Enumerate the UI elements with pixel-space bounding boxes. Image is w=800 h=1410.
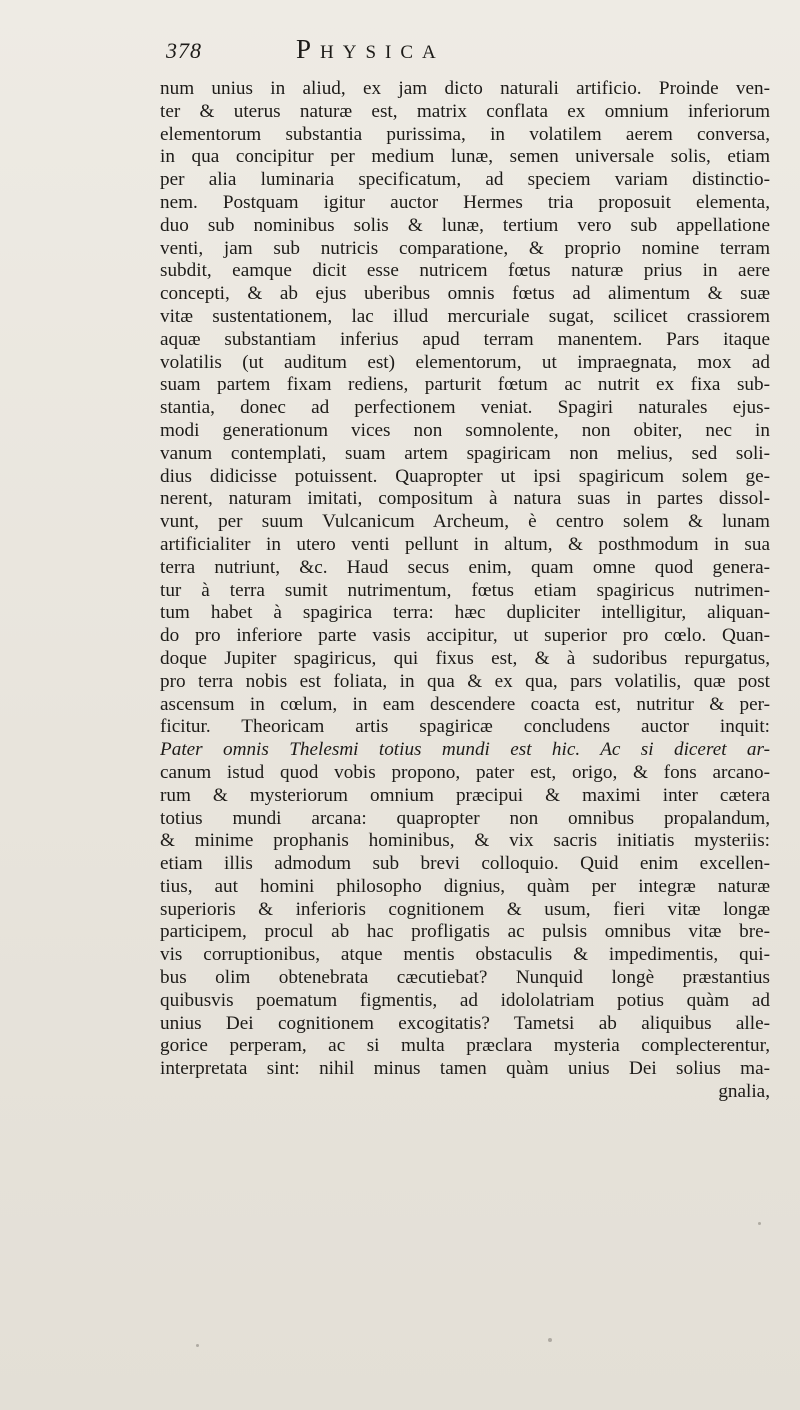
text-line: superioris & inferioris cognitionem & usum, fieri vitæ longæ <box>160 898 770 920</box>
text-line: vunt, per suum Vulcanicum Archeum, è centro solem & lunam <box>160 511 770 533</box>
text-line: nem. Postquam igitur auctor Hermes tria proposuit elementa, <box>160 191 770 213</box>
page-header <box>150 34 670 64</box>
text-line: artificialiter in utero venti pellunt in altum, & posthmodum in sua <box>160 533 770 555</box>
page-number: 378 <box>166 38 202 63</box>
text-line: pro terra nobis est foliata, in qua & ex qua, pars volatilis, quæ post <box>160 670 770 692</box>
text-line: doque Jupiter spagiricus, qui fixus est, & à sudoribus repurgatus, <box>160 647 770 669</box>
text-line: stantia, donec ad perfectionem veniat. Spagiri naturales ejus- <box>160 397 770 419</box>
text-line: canum istud quod vobis propono, pater est, origo, & fons arcano- <box>160 761 770 783</box>
text-line: suam partem fixam rediens, parturit fœtum ac nutrit ex fixa sub- <box>160 374 770 396</box>
text-line: nerent, naturam imitati, compositum à natura suas in partes dissol- <box>160 488 770 510</box>
text-line: tur à terra sumit nutrimentum, fœtus etiam spagiricus nutrimen- <box>160 579 770 601</box>
text-line: do pro inferiore parte vasis accipitur, ut superior pro cœlo. Quan- <box>160 625 770 647</box>
text-line: per alia luminaria specificatum, ad speciem variam distinctio- <box>160 169 770 191</box>
text-line: vanum contemplati, suam artem spagiricam non melius, sed soli- <box>160 442 770 464</box>
text-line: subdit, eamque dicit esse nutricem fœtus naturæ prius in aere <box>160 260 770 282</box>
text-line: ficitur. Theoricam artis spagiricæ concludens auctor inquit: <box>160 716 770 738</box>
ink-speck <box>196 1344 199 1347</box>
text-line: tum habet à spagirica terra: hæc dupliciter intelligitur, aliquan- <box>160 602 770 624</box>
ink-speck <box>548 1338 552 1342</box>
text-line: & minime prophanis hominibus, & vix sacris initiatis mysteriis: <box>160 830 770 852</box>
text-line: dius didicisse potuissent. Quapropter ut ipsi spagiricum solem ge- <box>160 465 770 487</box>
text-line: modi generationum vices non somnolente, non obiter, nec in <box>160 419 770 441</box>
text-line: num unius in aliud, ex jam dicto naturali artificio. Proinde ven- <box>160 78 770 99</box>
text-line: duo sub nominibus solis & lunæ, tertium vero sub appellatione <box>160 214 770 236</box>
text-line: bus olim obtenebrata cæcutiebat? Nunquid longè præstantius <box>160 967 770 989</box>
text-line: quibusvis poematum figmentis, ad idololatriam potius quàm ad <box>160 989 770 1011</box>
text-line: rum & mysteriorum omnium præcipui & maximi inter cætera <box>160 784 770 806</box>
text-line: participem, procul ab hac profligatis ac pulsis omnibus vitæ bre- <box>160 921 770 943</box>
text-line: aquæ substantiam inferius apud terram manentem. Pars itaque <box>160 328 770 350</box>
text-line: ter & uterus naturæ est, matrix conflata ex omnium inferiorum <box>160 100 770 122</box>
running-head: Physica <box>296 34 445 64</box>
body-text <box>160 78 770 1104</box>
text-line: tius, aut homini philosopho dignius, quàm per integræ naturæ <box>160 875 770 897</box>
text-line: gorice perperam, ac si multa præclara mysteria complecterentur, <box>160 1035 770 1057</box>
text-line-catchword: gnalia, <box>718 1081 770 1103</box>
text-line: terra nutriunt, &c. Haud secus enim, quam omne quod genera- <box>160 556 770 578</box>
text-line: elementorum substantia purissima, in volatilem aerem conversa, <box>160 123 770 145</box>
text-line: volatilis (ut auditum est) elementorum, ut impraegnata, mox ad <box>160 351 770 373</box>
text-line: totius mundi arcana: quapropter non omnibus propalandum, <box>160 807 770 829</box>
text-line: unius Dei cognitionem excogitatis? Tametsi ab aliquibus alle- <box>160 1012 770 1034</box>
text-line: vitæ sustentationem, lac illud mercuriale sugat, scilicet crassiorem <box>160 305 770 327</box>
text-line: vis corruptionibus, atque mentis obstaculis & impedimentis, qui- <box>160 944 770 966</box>
text-line: in qua concipitur per medium lunæ, semen universale solis, etiam <box>160 146 770 168</box>
text-line: interpretata sint: nihil minus tamen quàm unius Dei solius ma- <box>160 1058 770 1080</box>
text-line: Pater omnis Thelesmi totius mundi est hic. Ac si diceret ar- <box>160 739 770 761</box>
text-line: venti, jam sub nutricis comparatione, & proprio nomine terram <box>160 237 770 259</box>
ink-speck <box>758 1222 761 1225</box>
text-line: concepti, & ab ejus uberibus omnis fœtus ad alimentum & suæ <box>160 283 770 305</box>
text-line: etiam illis admodum sub brevi colloquio. Quid enim excellen- <box>160 853 770 875</box>
text-line: ascensum in cœlum, in eam descendere coacta est, nutritur & per- <box>160 693 770 715</box>
